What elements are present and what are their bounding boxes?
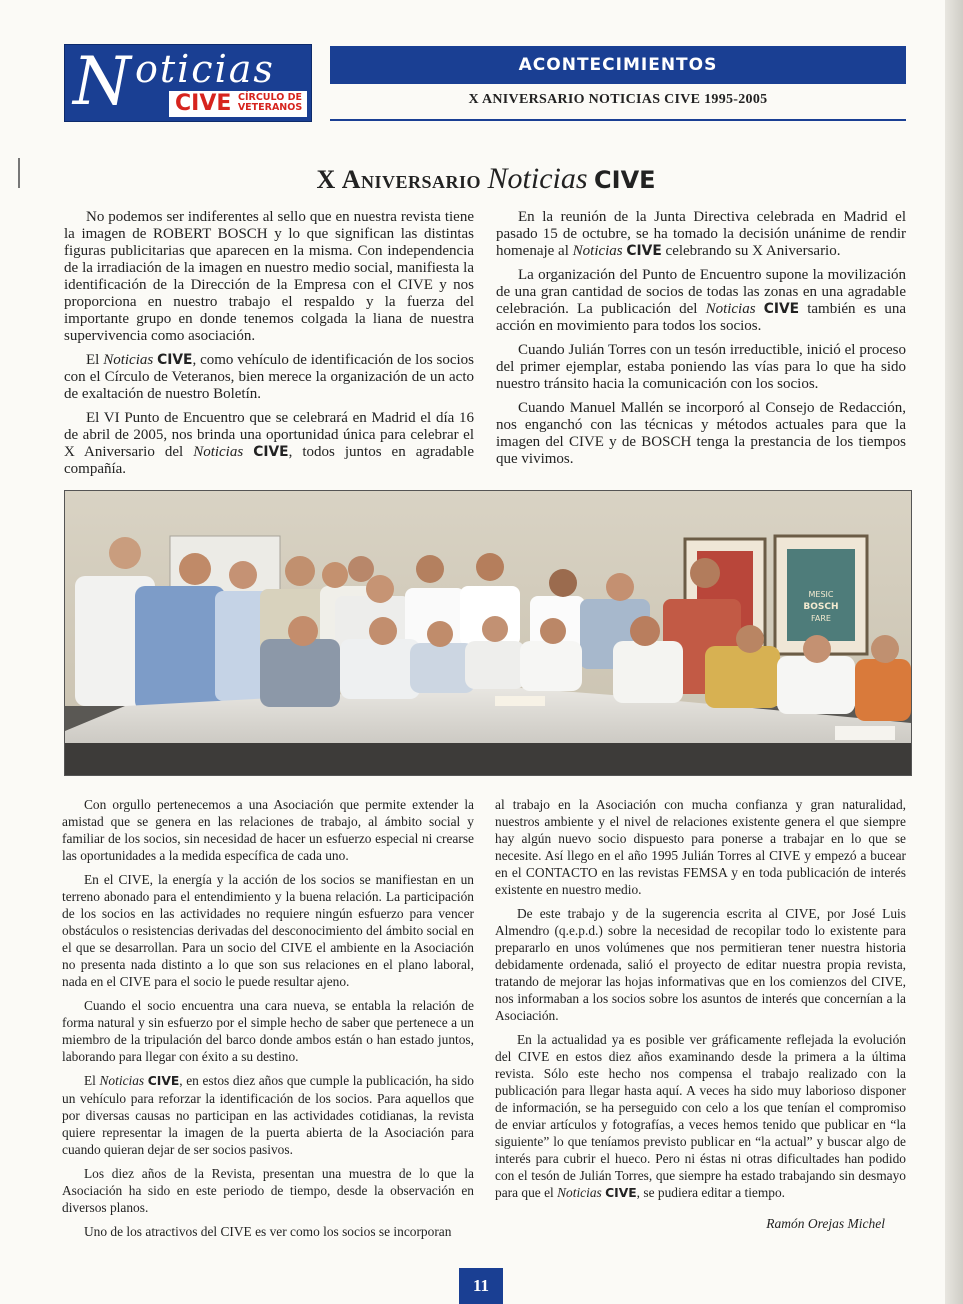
group-photo-illustration <box>65 491 911 775</box>
title-brand-italic: Noticias <box>487 162 588 195</box>
paragraph: En la reunión de la Junta Directiva celebrada en Madrid el pasado 15 de octubre, se ha tomado la decisión unánime de rendir homenaje al Noticias CIVE celebrando su X Aniversario. <box>496 209 906 259</box>
paragraph: No podemos ser indiferentes al sello que en nuestra revista tiene la imagen de ROBERT BOSCH y lo que significan las distintas figuras publicitarias que aparecen en la misma. Con independencia de la irradiación de la imagen en nuestro medio social, manifiesta la identificación de la Dirección de la Empresa con el CIVE y nos proporciona en nuestro trabajo el respaldo y la fuerza del importante grupo en donde tenemos colgada la liana de nuestra supervivencia como asociación. <box>64 209 474 344</box>
noticias-cive-logo <box>64 44 312 122</box>
brand-italic: Noticias <box>705 301 756 317</box>
section-header: ACONTECIMIENTOS <box>330 46 906 84</box>
top-right-column <box>496 209 906 475</box>
top-left-column <box>64 209 474 485</box>
brand-cive: CIVE <box>253 444 289 460</box>
issue-title: X ANIVERSARIO NOTICIAS CIVE 1995-2005 <box>468 92 768 107</box>
margin-rule <box>18 158 20 188</box>
paragraph: El Noticias CIVE, en estos diez años que cumple la publicación, ha sido un vehículo para reforzar la identificación de los socios. Para aquellos que por diversas causas no participan en las actividades cotidianas, la revista quiere representar la imagen de la puerta abierta de la Asociación para cuando quieran dejar de ser socios pasivos. <box>62 1073 474 1157</box>
poster-text: MESIC <box>808 590 834 599</box>
brand-cive: CIVE <box>763 301 800 317</box>
logo-initial: N <box>73 44 131 120</box>
paragraph: De este trabajo y de la sugerencia escrita al CIVE, por José Luis Almendro (q.e.p.d.) sobre la necesidad de recopilar todo lo existente para prepararlo en unos volúmenes que nos permitieran tener nuestra historia debidamente ordenada, salió el proyecto de editar nuestra propia revista, tratando de mejorar las hojas informativas que en los comienzos del CIVE, nos informaban a los socios sobre los asuntos de interés que concernían a la Asociación. <box>495 906 906 1023</box>
paragraph: En el CIVE, la energía y la acción de los socios se manifiestan en un terreno abonado para el entendimiento y la buena relación. La participación de los socios en las actividades no requiere ningún esfuerzo para vencer obstáculos o resistencias derivadas del desconocimiento del ámbito social en el que se desarrollan. Para un socio del CIVE el ambiente en la Asociación no presenta nada distinto a lo que son sus relaciones en el plano laboral, nada en el CIVE para el socio le puede resultar ajeno. <box>62 872 474 989</box>
paragraph: En la actualidad ya es posible ver gráficamente reflejada la evolución del CIVE en estos diez años examinando desde la primera a la última revista. Sólo este hecho nos compensa el trabajo realizado con la publicación para llegar hasta aquí. A veces ha sido muy laborioso disponer de información, se ha perseguido con celo a los que tenían el compromiso de enviar artículos y fotografías, a veces hemos tenido que publicar en “la siguiente” lo que teníamos previsto publicar en “la actual” y buscar algo de interés para cubrir el hueco. Pero ni éstas ni otras dificultades han podido con el tesón de Julián Torres, que siempre ha estado trabajando sin desmayo para que el Noticias CIVE, se pudiera editar a tiempo. <box>495 1032 906 1200</box>
brand-italic: Noticias <box>557 1185 602 1200</box>
paragraph: La organización del Punto de Encuentro supone la movilización de una gran cantidad de socios de todas las zonas en una agradable celebración. La publicación del Noticias CIVE también es una acción en movimiento para todos los socios. <box>496 267 906 334</box>
brand-italic: Noticias <box>99 1073 145 1088</box>
paragraph: Los diez años de la Revista, presentan una muestra de lo que la Asociación ha sido en este periodo de tiempo, desde la observación en diversos planos. <box>62 1166 474 1215</box>
logo-cive: CIVE <box>175 91 232 116</box>
page-edge <box>945 0 963 1304</box>
paragraph: al trabajo en la Asociación con mucha confianza y gran naturalidad, nuestros ambiente y el nivel de relaciones existente genera el que siempre hay algún nuevo socio dispuesto para ponerse a trabajar en lo que se necesite. Así llego en el año 1995 Julián Torres al CIVE y empezó a bucear en el CONTACTO en las revistas FEMSA y en toda publicación de interés existente en nuestro medio. <box>495 797 906 897</box>
brand-cive: CIVE <box>157 352 193 368</box>
logo-subtitle-line1: CÍRCULO DE <box>238 92 302 103</box>
brand-cive: CIVE <box>626 243 662 259</box>
poster-text: BOSCH <box>803 602 839 612</box>
poster-text: FARE <box>811 614 831 623</box>
logo-subtitle <box>235 93 305 113</box>
logo-word: oticias <box>135 47 275 91</box>
paragraph: Cuando Manuel Mallén se incorporó al Consejo de Redacción, nos enganchó con las técnicas y métodos actuales para que la imagen del CIVE y de BOSCH tenga la prestancia de los tiempos que vivimos. <box>496 400 906 467</box>
header-rule <box>330 119 906 121</box>
paragraph: Con orgullo pertenecemos a una Asociación que permite extender la amistad que se genera en las relaciones de trabajo, al ámbito social y familiar de los socios, sin necesidad de hacer un esfuerzo especial ni crearse las oportunidades a la medida específica de cada uno. <box>62 797 474 863</box>
bottom-left-column <box>62 796 474 1247</box>
title-word: Aniversario <box>341 165 482 194</box>
brand-italic: Noticias <box>103 352 154 368</box>
group-photo <box>64 490 912 776</box>
author-signature: Ramón Orejas Michel <box>766 1216 885 1231</box>
page-number: 11 <box>459 1268 503 1304</box>
brand-italic: Noticias <box>572 243 623 259</box>
bottom-right-column <box>495 796 906 1209</box>
title-brand-cive: CIVE <box>594 166 656 194</box>
paragraph: El Noticias CIVE, como vehículo de identificación de los socios con el Círculo de Veteranos, bien merece la organización de un acto de exaltación de nuestro Boletín. <box>64 352 475 402</box>
paragraph: Cuando el socio encuentra una cara nueva, se entabla la relación de forma natural y sin esfuerzo por el simple hecho de saber que pertenece a un miembro de la tripulación del barco donde ambos están o han estado juntos, laborando para llegar con éxito a su destino. <box>62 998 474 1064</box>
paragraph: El VI Punto de Encuentro que se celebrará en Madrid el día 16 de abril de 2005, nos brinda una oportunidad única para celebrar el X Aniversario del Noticias CIVE, todos juntos en agradable compañía. <box>64 410 475 477</box>
brand-italic: Noticias <box>193 444 244 460</box>
logo-subtitle-line2: VETERANOS <box>237 102 303 113</box>
paragraph: Uno de los atractivos del CIVE es ver como los socios se incorporan <box>84 1224 452 1239</box>
brand-cive: CIVE <box>147 1074 180 1088</box>
title-x: X <box>316 165 336 194</box>
paragraph: Cuando Julián Torres con un tesón irreductible, inició el proceso del primer ejemplar, estaba poniendo las vías para lo que ha sido nuestro tránsito hacia la comunicación con los socios. <box>496 342 906 392</box>
article-title <box>64 160 908 199</box>
brand-cive: CIVE <box>605 1186 637 1200</box>
